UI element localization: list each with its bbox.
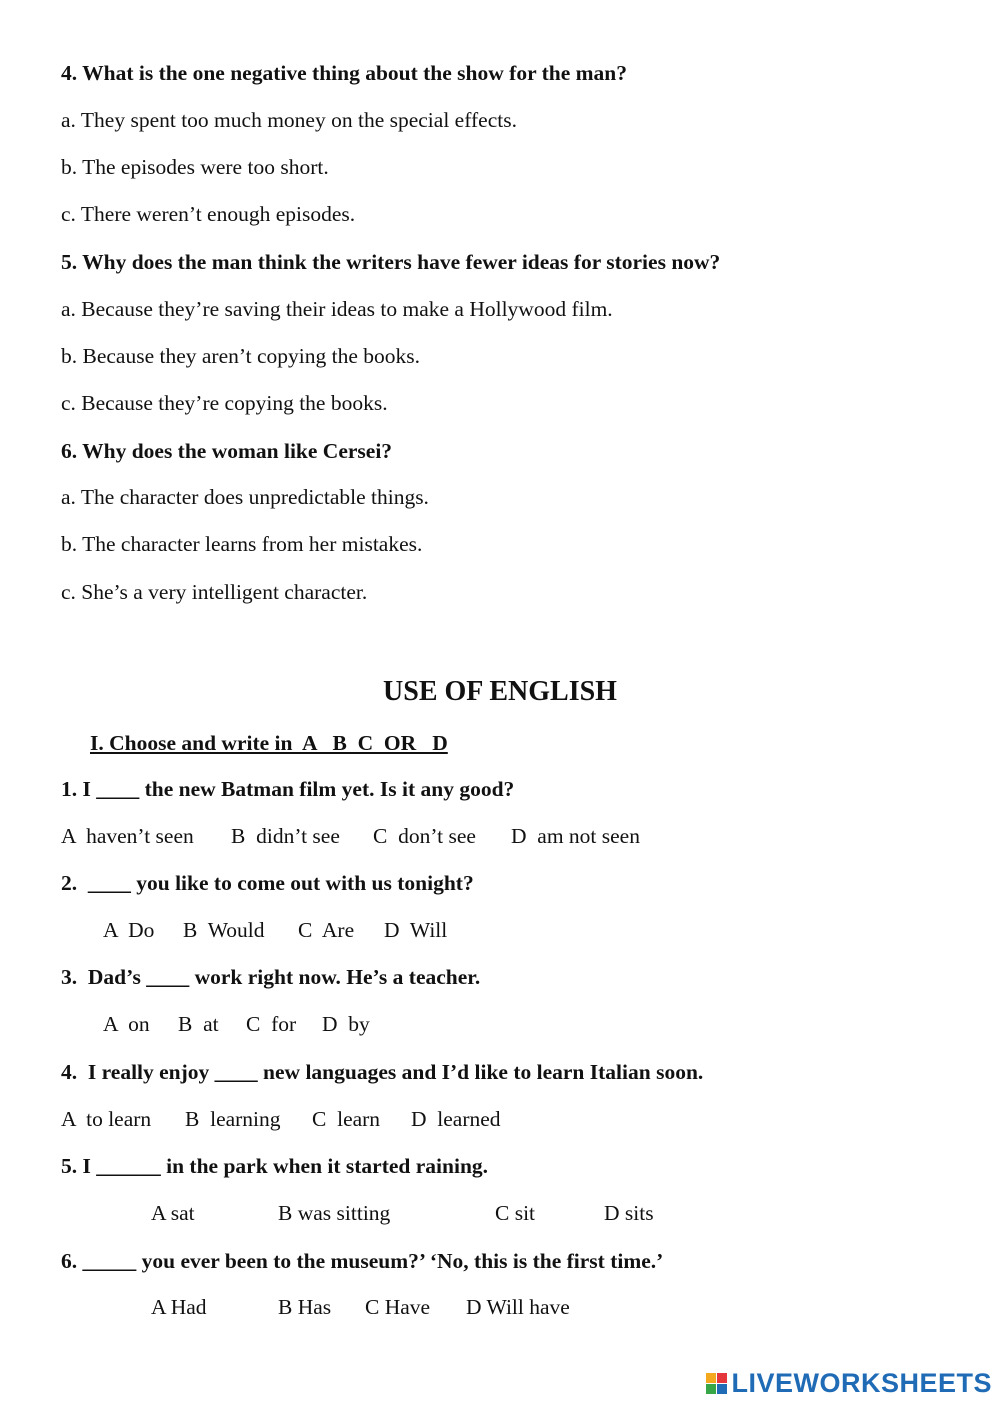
uoe-q3-option-a[interactable]: A on (103, 1012, 150, 1036)
uoe-q4-option-a[interactable]: A to learn (61, 1107, 152, 1131)
section-title: USE OF ENGLISH (383, 676, 617, 707)
uoe-q2-option-d[interactable]: D Will (384, 918, 448, 942)
question-6-option-c[interactable]: c. She’s a very intelligent character. (61, 580, 368, 604)
uoe-q4-option-c[interactable]: C learn (312, 1107, 381, 1131)
uoe-q5-option-d[interactable]: D sits (604, 1201, 654, 1225)
uoe-question-2: 2. ____ you like to come out with us tonight? (61, 871, 474, 895)
liveworksheets-logo-text: LIVEWORKSHEETS (731, 1368, 992, 1398)
uoe-question-4: 4. I really enjoy ____ new languages and I’d like to learn Italian soon. (61, 1060, 704, 1084)
uoe-q3-option-b[interactable]: B at (178, 1012, 219, 1036)
uoe-question-4-options (61, 1106, 501, 1132)
question-5: 5. Why does the man think the writers have fewer ideas for stories now? (61, 250, 721, 274)
uoe-q1-option-d[interactable]: D am not seen (511, 824, 640, 848)
uoe-question-1-options (61, 823, 640, 849)
uoe-q2-option-b[interactable]: B Would (183, 918, 265, 942)
uoe-q6-option-a[interactable]: A Had (151, 1295, 207, 1319)
uoe-q2-option-c[interactable]: C Are (298, 918, 355, 942)
logo-square-2 (717, 1373, 727, 1383)
section-instruction: I. Choose and write in A B C OR D (90, 731, 448, 755)
uoe-q5-option-c[interactable]: C sit (495, 1201, 536, 1225)
uoe-q5-option-a[interactable]: A sat (151, 1201, 195, 1225)
logo-square-1 (706, 1373, 716, 1383)
uoe-question-5-options (151, 1200, 654, 1226)
uoe-question-5: 5. I ______ in the park when it started raining. (61, 1154, 489, 1178)
uoe-question-3: 3. Dad’s ____ work right now. He’s a teacher. (61, 965, 481, 989)
liveworksheets-logo-icon (706, 1373, 728, 1395)
uoe-q3-option-d[interactable]: D by (322, 1012, 370, 1036)
question-4-option-a[interactable]: a. They spent too much money on the special effects. (61, 108, 517, 132)
uoe-question-6-options (151, 1294, 570, 1320)
question-4-option-b[interactable]: b. The episodes were too short. (61, 155, 329, 179)
uoe-q1-option-a[interactable]: A haven’t seen (61, 824, 194, 848)
logo-square-4 (717, 1384, 727, 1394)
question-5-option-a[interactable]: a. Because they’re saving their ideas to make a Hollywood film. (61, 297, 613, 321)
uoe-question-3-options (103, 1011, 370, 1037)
uoe-q6-option-b[interactable]: B Has (278, 1295, 332, 1319)
uoe-q3-option-c[interactable]: C for (246, 1012, 297, 1036)
uoe-q4-option-b[interactable]: B learning (185, 1107, 281, 1131)
uoe-q5-option-b[interactable]: B was sitting (278, 1201, 391, 1225)
uoe-question-1: 1. I ____ the new Batman film yet. Is it any good? (61, 777, 515, 801)
question-6-option-b[interactable]: b. The character learns from her mistakes. (61, 532, 423, 556)
uoe-question-2-options (103, 917, 447, 943)
uoe-question-6: 6. _____ you ever been to the museum?’ ‘No, this is the first time.’ (61, 1249, 664, 1273)
logo-square-3 (706, 1384, 716, 1394)
question-5-option-b[interactable]: b. Because they aren’t copying the books. (61, 344, 421, 368)
liveworksheets-logo[interactable] (706, 1368, 992, 1399)
question-4-option-c[interactable]: c. There weren’t enough episodes. (61, 202, 356, 226)
uoe-q4-option-d[interactable]: D learned (411, 1107, 501, 1131)
uoe-q2-option-a[interactable]: A Do (103, 918, 155, 942)
question-5-option-c[interactable]: c. Because they’re copying the books. (61, 391, 388, 415)
uoe-q1-option-b[interactable]: B didn’t see (231, 824, 340, 848)
question-6-option-a[interactable]: a. The character does unpredictable things. (61, 485, 429, 509)
question-6: 6. Why does the woman like Cersei? (61, 439, 393, 463)
uoe-q6-option-d[interactable]: D Will have (466, 1295, 570, 1319)
uoe-q6-option-c[interactable]: C Have (365, 1295, 431, 1319)
question-4: 4. What is the one negative thing about the show for the man? (61, 61, 628, 85)
uoe-q1-option-c[interactable]: C don’t see (373, 824, 476, 848)
